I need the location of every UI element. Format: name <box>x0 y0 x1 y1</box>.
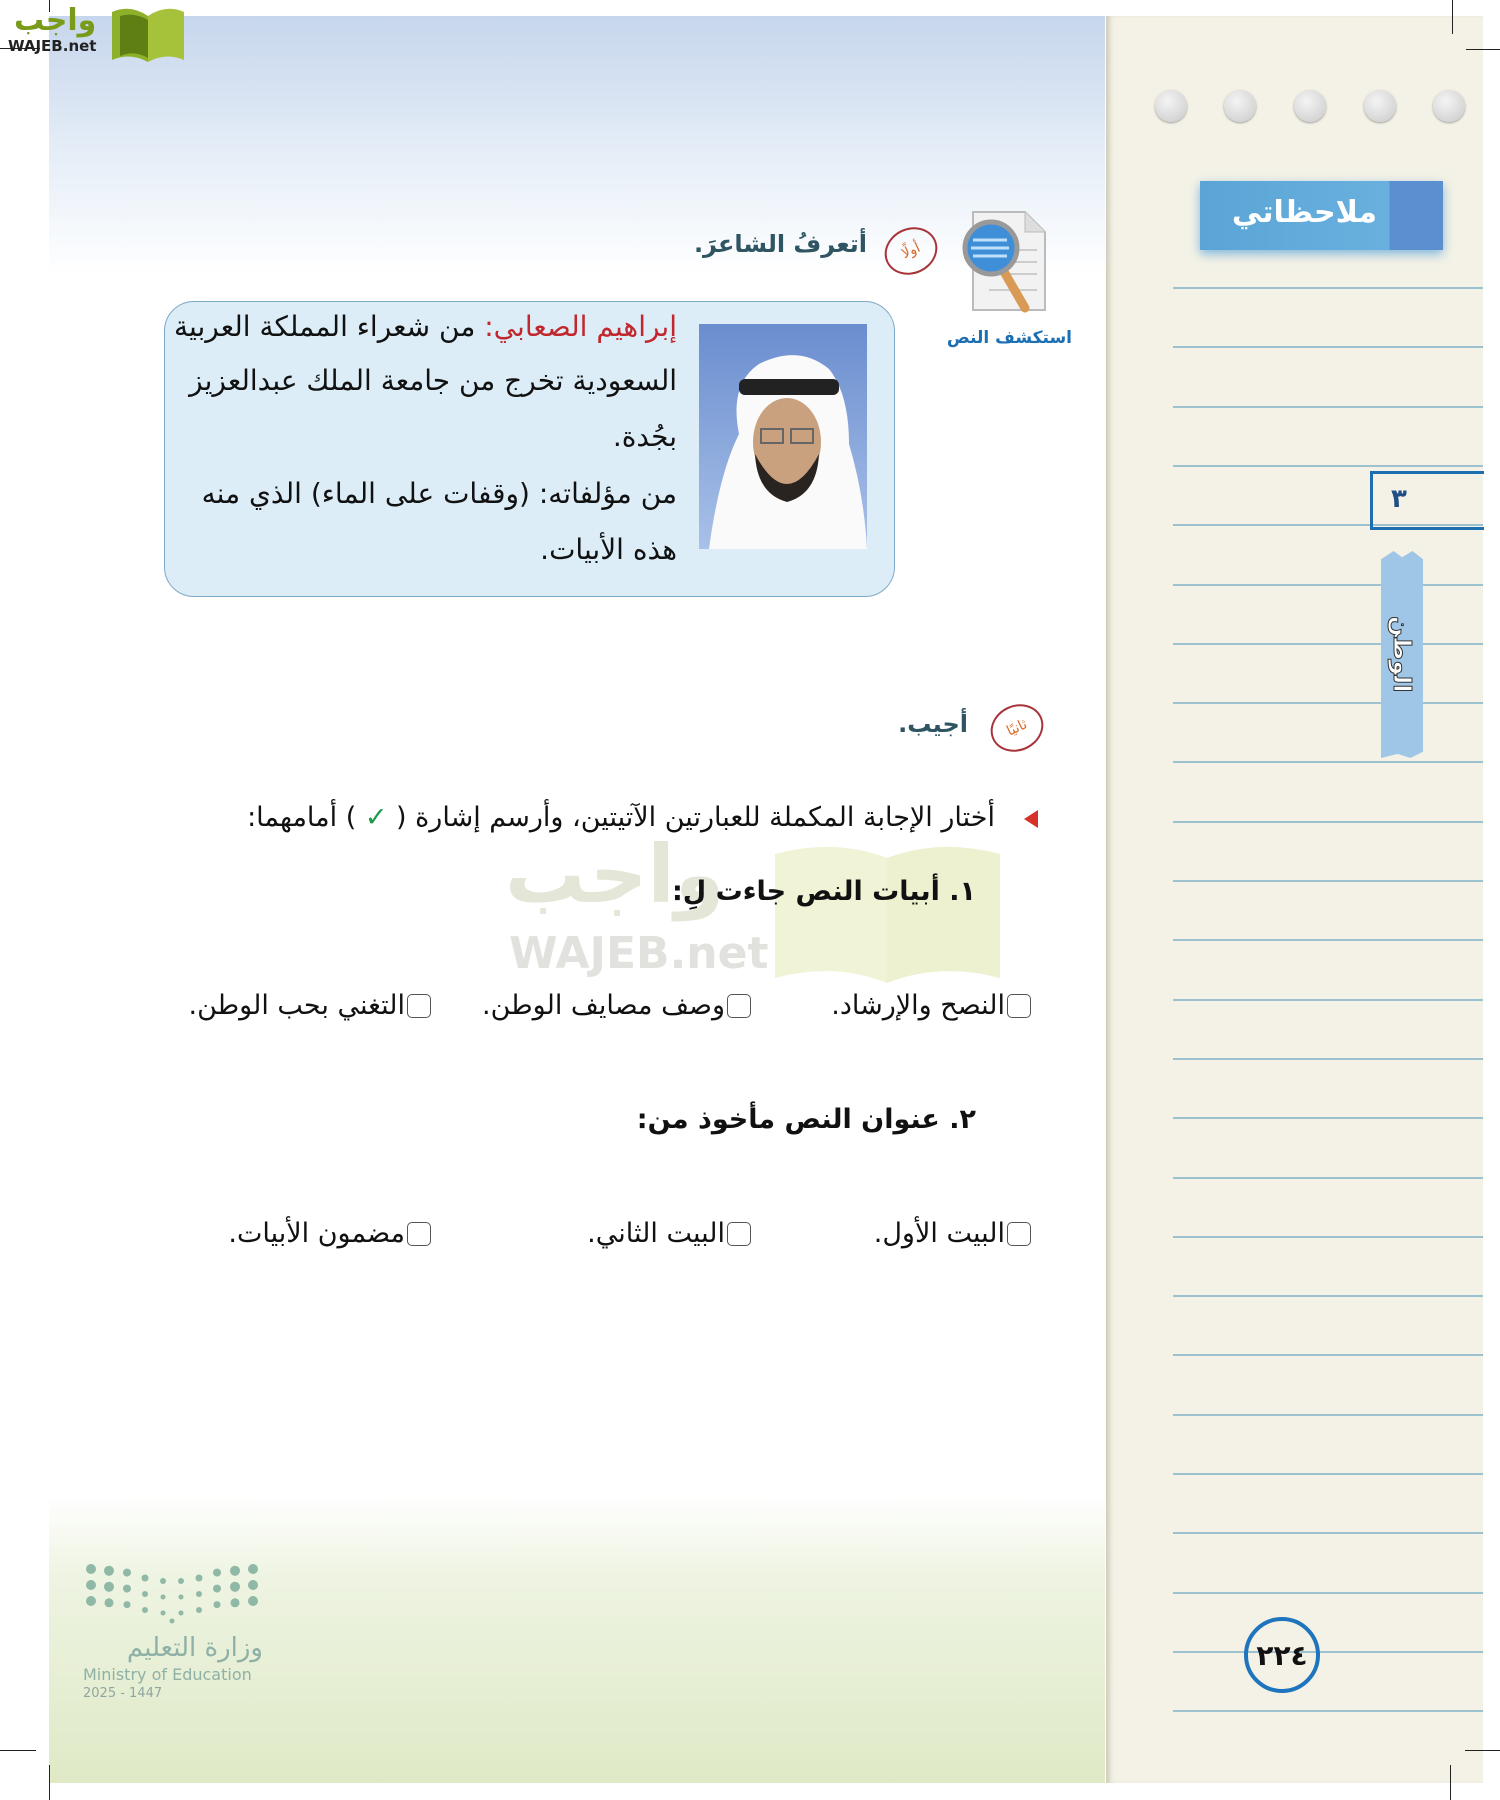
notes-title: ملاحظاتي <box>1200 181 1443 250</box>
dot <box>124 1601 131 1608</box>
note-line <box>1173 287 1483 289</box>
instruction-after: ) أمامهما: <box>247 802 357 833</box>
checkbox[interactable] <box>727 994 751 1018</box>
note-line <box>1173 1117 1483 1119</box>
crop-mark <box>1465 1750 1500 1751</box>
bio-line-5: هذه الأبيات. <box>540 533 677 566</box>
option-label: التغني بحب الوطن. <box>188 990 405 1021</box>
bio-line-1 <box>174 310 677 343</box>
binder-hole <box>1155 90 1187 122</box>
chapter-number: ٣ <box>1370 471 1484 530</box>
crop-mark <box>0 1750 36 1751</box>
bio-text: من شعراء المملكة العربية <box>174 310 476 343</box>
note-line <box>1173 346 1483 348</box>
dot <box>142 1607 148 1613</box>
explore-label: استكشف النص <box>946 328 1072 348</box>
dot <box>104 1582 114 1592</box>
stamp-first: أولًا <box>877 219 945 284</box>
note-line <box>1173 1532 1483 1534</box>
unit-label-wrap <box>1381 551 1423 758</box>
dot <box>248 1564 258 1574</box>
dot <box>214 1601 221 1608</box>
dot <box>161 1611 166 1616</box>
option-q2-c[interactable] <box>228 1218 431 1249</box>
check-mark-icon: ✓ <box>364 802 388 833</box>
dot <box>161 1595 166 1600</box>
watermark-book-icon <box>775 838 1000 983</box>
bio-line-2: السعودية تخرج من جامعة الملك عبدالعزيز <box>189 364 677 397</box>
checkbox[interactable] <box>1007 1222 1031 1246</box>
dot <box>179 1595 184 1600</box>
crop-mark <box>1466 49 1500 50</box>
binder-hole <box>1224 90 1256 122</box>
page-number: ٢٢٤ <box>1244 1617 1320 1693</box>
note-line <box>1173 406 1483 408</box>
dot <box>105 1598 114 1607</box>
note-line <box>1173 1295 1483 1297</box>
option-label: مضمون الأبيات. <box>228 1218 405 1249</box>
dot <box>160 1578 166 1584</box>
note-line <box>1173 1592 1483 1594</box>
crop-mark <box>49 1765 50 1800</box>
ministry-english: Ministry of Education <box>83 1665 252 1684</box>
dot <box>104 1566 114 1576</box>
option-q1-b[interactable] <box>482 990 751 1021</box>
dot <box>123 1569 131 1577</box>
option-q1-a[interactable] <box>831 990 1031 1021</box>
option-label: البيت الأول. <box>873 1218 1005 1249</box>
instruction-before: أختار الإجابة المكملة للعبارتين الآتيتين، وأرسم إشارة ( <box>396 802 995 833</box>
note-line <box>1173 939 1483 941</box>
option-q1-c[interactable] <box>189 990 431 1021</box>
checkbox[interactable] <box>727 1222 751 1246</box>
note-line <box>1173 643 1483 645</box>
binder-hole <box>1294 90 1326 122</box>
stamp-second: ثانيًا <box>983 696 1051 761</box>
note-line <box>1173 1473 1483 1475</box>
option-label: النصح والإرشاد. <box>831 990 1005 1021</box>
watermark-arabic: واجب <box>505 828 725 921</box>
notes-panel <box>1106 16 1483 1783</box>
option-label: وصف مصايف الوطن. <box>482 990 725 1021</box>
note-line <box>1173 1651 1483 1653</box>
watermark-latin: WAJEB.net <box>509 928 769 979</box>
dot <box>196 1607 202 1613</box>
logo-latin: WAJEB.net <box>8 37 97 55</box>
dot <box>213 1585 221 1593</box>
wajeb-logo[interactable] <box>8 4 96 54</box>
poet-photo <box>699 324 867 549</box>
note-line <box>1173 761 1483 763</box>
note-line <box>1173 1058 1483 1060</box>
dot <box>213 1569 221 1577</box>
poet-portrait-icon <box>699 324 867 549</box>
dot <box>230 1582 240 1592</box>
magnifier-document-icon <box>959 210 1051 316</box>
dot <box>248 1580 258 1590</box>
option-label: البيت الثاني. <box>587 1218 725 1249</box>
book-logo-icon <box>108 4 188 64</box>
ministry-dots-icon <box>83 1561 263 1627</box>
ministry-logo <box>83 1561 268 1703</box>
binder-hole <box>1364 90 1396 122</box>
checkbox[interactable] <box>1007 994 1031 1018</box>
dot <box>196 1591 202 1597</box>
dot <box>230 1566 240 1576</box>
question-1: ١. أبيات النص جاءت لِ: <box>671 876 976 907</box>
dot <box>179 1611 184 1616</box>
note-line <box>1173 821 1483 823</box>
dot <box>123 1585 131 1593</box>
binder-hole <box>1433 90 1465 122</box>
dot <box>142 1575 149 1582</box>
section2-title: أجيب. <box>898 710 968 738</box>
poet-name: إبراهيم الصعابي: <box>484 310 677 343</box>
note-line <box>1173 1710 1483 1712</box>
bio-line-4: من مؤلفاته: (وقفات على الماء) الذي منه <box>201 477 677 510</box>
checkbox[interactable] <box>407 1222 431 1246</box>
section1-title: أتعرفُ الشاعرَ. <box>693 230 867 258</box>
dot <box>142 1591 148 1597</box>
logo-arabic: واجب <box>14 3 97 38</box>
note-line <box>1173 1414 1483 1416</box>
note-line <box>1173 465 1483 467</box>
note-line <box>1173 1354 1483 1356</box>
dot <box>178 1578 184 1584</box>
crop-mark <box>1452 0 1453 34</box>
note-line <box>1173 999 1483 1001</box>
wajeb-watermark <box>505 828 1005 983</box>
dot <box>86 1580 96 1590</box>
dot <box>86 1596 96 1606</box>
bio-line-3: بجُدة. <box>612 420 677 453</box>
dot <box>196 1575 203 1582</box>
unit-label: الوطن <box>1388 616 1416 693</box>
note-line <box>1173 1236 1483 1238</box>
crop-mark <box>1450 1765 1451 1800</box>
ministry-arabic: وزارة التعليم <box>126 1633 263 1663</box>
question-2: ٢. عنوان النص مأخوذ من: <box>636 1104 976 1135</box>
dot <box>248 1596 258 1606</box>
instruction-text <box>247 802 995 833</box>
dot <box>231 1598 240 1607</box>
note-line <box>1173 1177 1483 1179</box>
option-q2-b[interactable] <box>587 1218 751 1249</box>
bullet-arrow-icon <box>1024 810 1038 828</box>
option-q2-a[interactable] <box>874 1218 1031 1249</box>
ministry-years: 2025 - 1447 <box>83 1686 163 1701</box>
note-line <box>1173 584 1483 586</box>
checkbox[interactable] <box>407 994 431 1018</box>
note-line <box>1173 880 1483 882</box>
note-line <box>1173 702 1483 704</box>
dot <box>86 1564 96 1574</box>
